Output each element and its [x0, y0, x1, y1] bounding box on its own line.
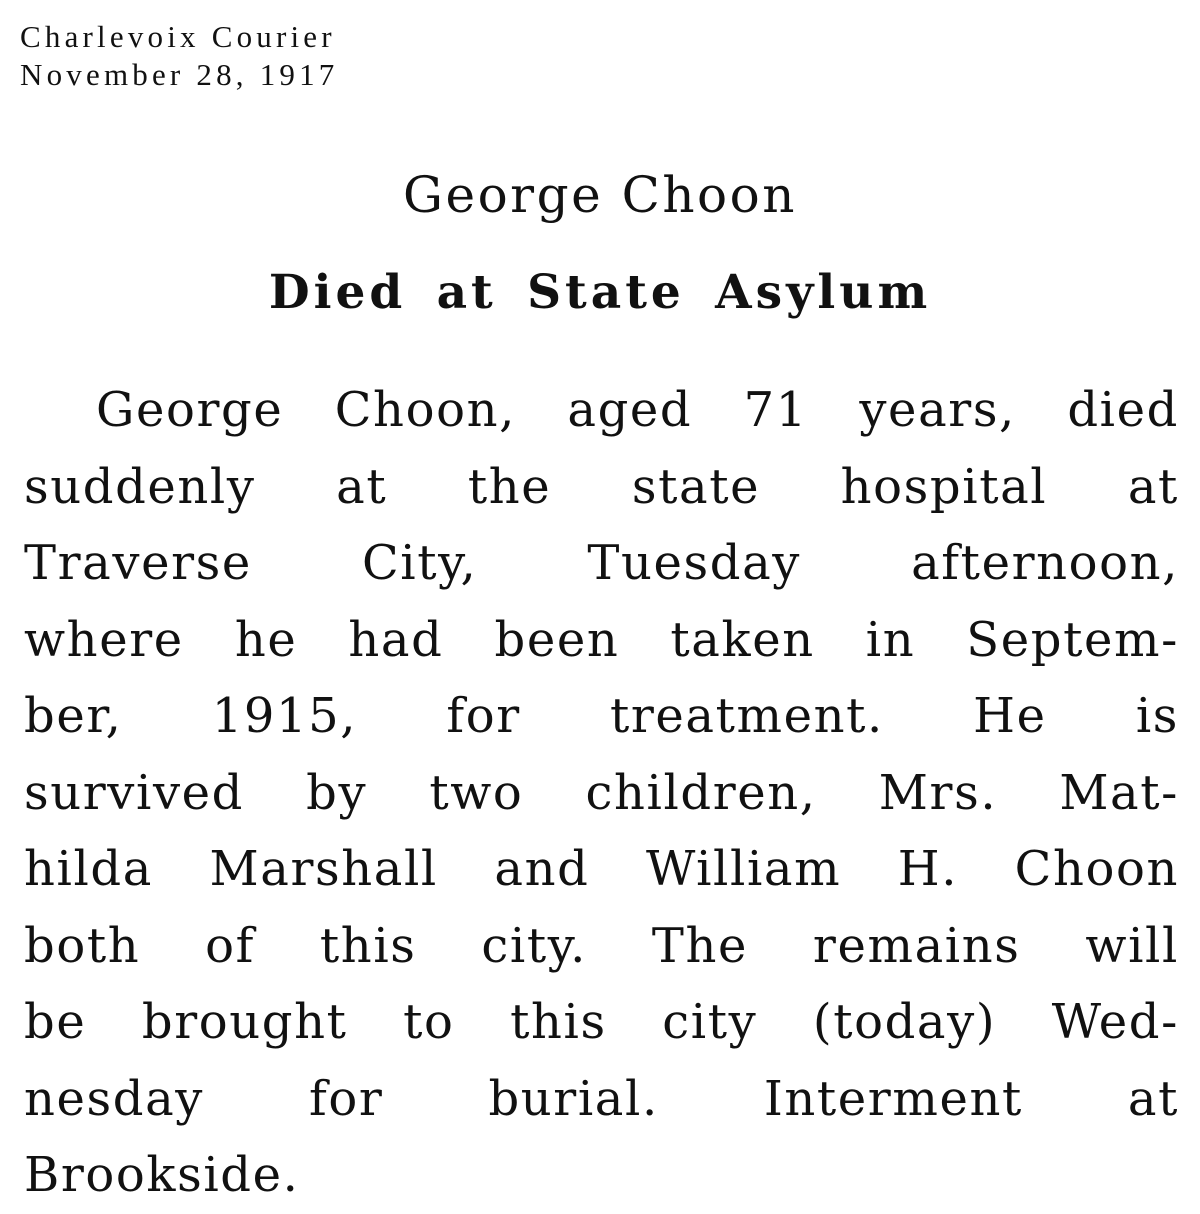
article-word: this — [510, 994, 607, 1050]
article-word: George — [96, 382, 284, 438]
article-word: for — [309, 1070, 384, 1127]
article-line — [24, 755, 1179, 832]
article-word: (today) — [812, 994, 997, 1050]
article-line — [24, 1137, 1179, 1214]
article-word: years, — [859, 382, 1016, 438]
publication-date: November 28, 1917 — [20, 57, 339, 92]
article-line — [24, 449, 1179, 526]
article-word: Choon — [1014, 841, 1179, 897]
article-word: aged — [567, 382, 693, 438]
article-word: both — [24, 917, 141, 974]
article-word: and — [494, 841, 590, 897]
article-line — [24, 908, 1179, 985]
headline-subtitle: Died at State Asylum — [268, 265, 932, 320]
article-word: brought — [141, 994, 348, 1050]
article-word: he — [234, 611, 298, 668]
article-word: will — [1085, 917, 1179, 974]
article-body — [24, 372, 1179, 1214]
article-word: nesday — [24, 1070, 205, 1127]
article-word: Mat- — [1059, 764, 1179, 821]
article-line — [24, 1061, 1179, 1138]
article-word: for — [446, 688, 521, 744]
article-word: at — [1127, 458, 1179, 515]
article-word: to — [403, 994, 455, 1050]
article-word: state — [631, 458, 761, 515]
source-citation — [20, 18, 339, 94]
article-line — [24, 372, 1179, 449]
article-word: two — [429, 764, 524, 821]
article-word: hilda — [24, 841, 153, 897]
article-word: the — [467, 458, 552, 515]
headline-title: George Choon — [403, 166, 797, 224]
article-word: Brookside. — [24, 1147, 300, 1203]
article-word: 71 — [743, 382, 808, 438]
article-word: Septem- — [966, 611, 1179, 668]
article-word: 1915, — [211, 688, 358, 744]
article-line — [24, 984, 1179, 1061]
article-word: is — [1135, 688, 1179, 744]
article-word: Tuesday — [587, 535, 802, 591]
article-word: city — [662, 994, 758, 1050]
article-word: survived — [24, 764, 245, 821]
article-word: burial. — [488, 1070, 659, 1127]
article-word: Choon, — [334, 382, 516, 438]
article-word: hospital — [840, 458, 1048, 515]
article-line — [24, 831, 1179, 908]
article-word: Marshall — [209, 841, 438, 897]
article-word: died — [1067, 382, 1179, 438]
article-word: of — [205, 917, 256, 974]
article-word: H. — [897, 841, 959, 897]
article-line — [24, 602, 1179, 679]
article-word: treatment. — [609, 688, 884, 744]
article-word: had — [348, 611, 444, 668]
article-word: Interment — [763, 1070, 1023, 1127]
article-word: Traverse — [24, 535, 252, 591]
article-word: city. — [481, 917, 587, 974]
article-line — [24, 678, 1179, 755]
article-word: by — [306, 764, 368, 821]
article-word: afternoon, — [911, 535, 1179, 591]
publication-name: Charlevoix Courier — [20, 19, 336, 54]
article-word: Wed- — [1051, 994, 1179, 1050]
article-word: ber, — [24, 688, 123, 744]
article-word: at — [336, 458, 388, 515]
article-word: this — [319, 917, 417, 974]
article-word: Mrs. — [878, 764, 998, 821]
article-word: taken — [670, 611, 815, 668]
article-word: William — [646, 841, 842, 897]
article-word: at — [1127, 1070, 1179, 1127]
article-line — [24, 525, 1179, 602]
article-word: remains — [812, 917, 1021, 974]
article-word: He — [973, 688, 1047, 744]
article-word: be — [24, 994, 87, 1050]
article-word: City, — [361, 535, 478, 591]
article-word: in — [865, 611, 916, 668]
article-word: The — [651, 917, 748, 974]
article-word: suddenly — [24, 458, 256, 515]
article-word: been — [494, 611, 620, 668]
article-word: children, — [585, 764, 817, 821]
article-word: where — [24, 611, 184, 668]
